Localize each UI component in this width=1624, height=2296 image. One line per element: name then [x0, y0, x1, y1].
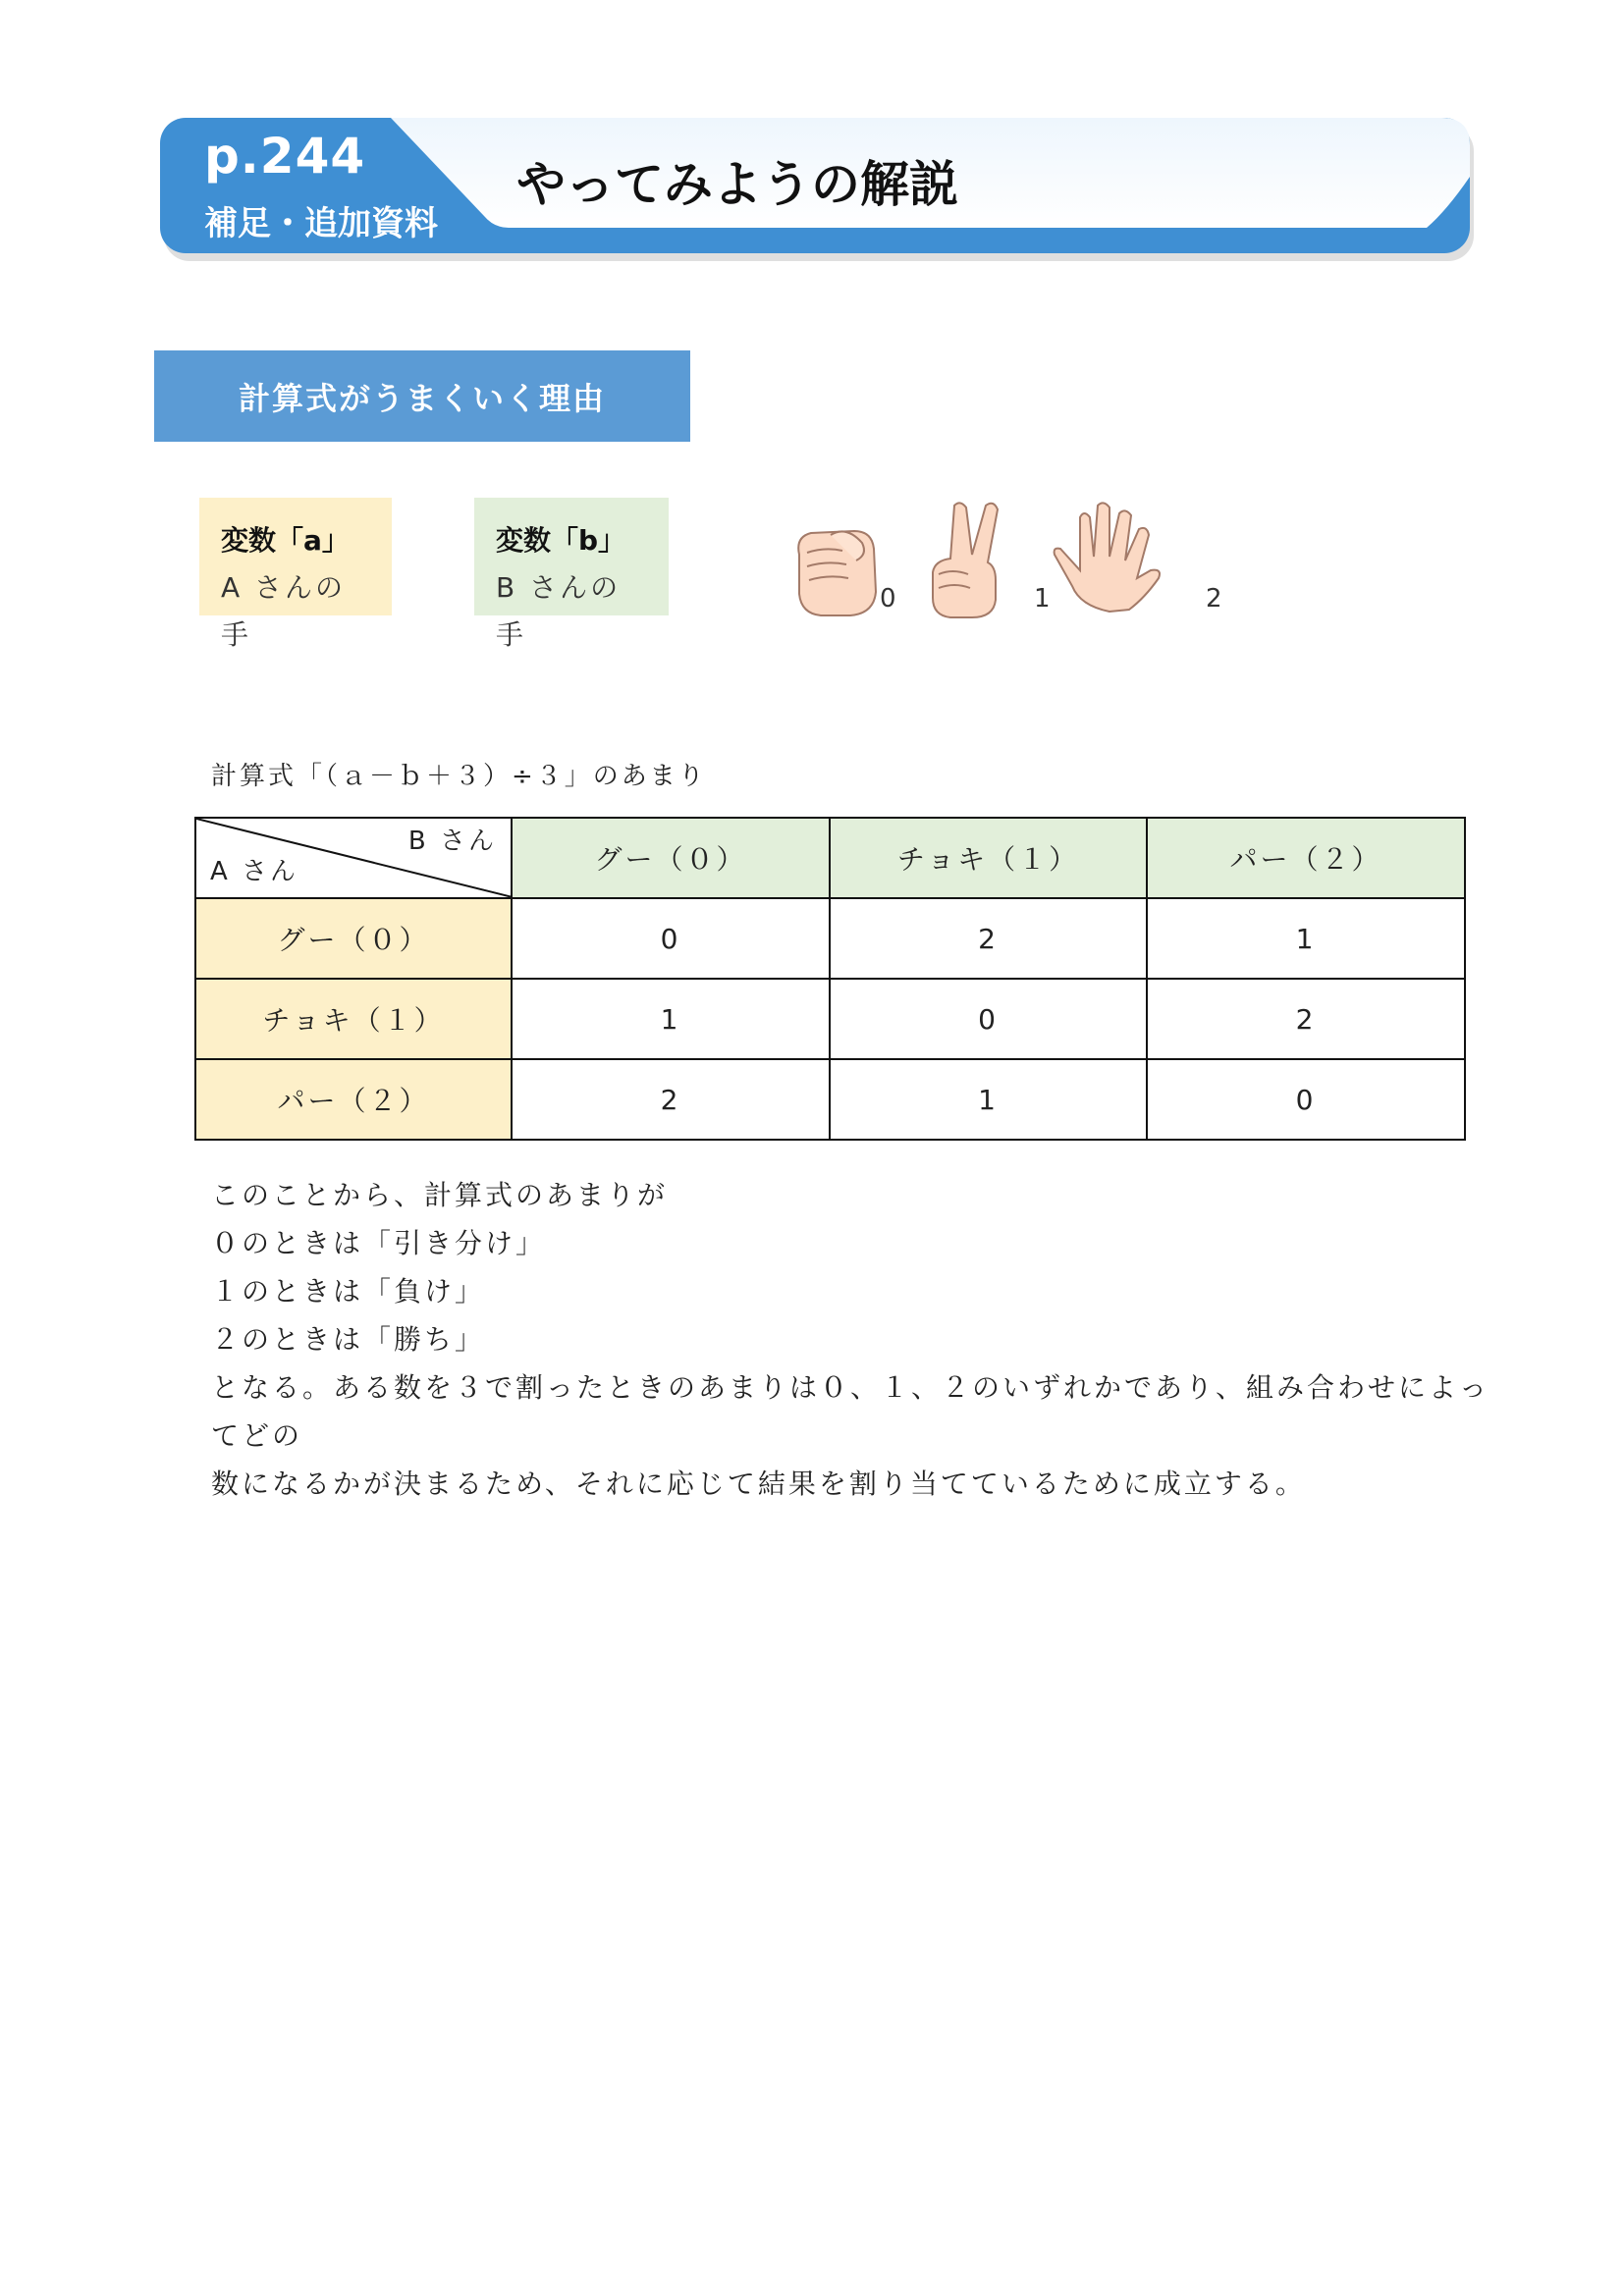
corner-label-a: A さん: [210, 857, 299, 886]
hand-illustrations: [785, 496, 1227, 623]
page-number: p.244: [204, 128, 366, 185]
column-header: グー（０）: [512, 818, 830, 898]
peace-value: 1: [1034, 584, 1051, 614]
row-header: パー（２）: [195, 1059, 512, 1140]
variable-a-box: [199, 498, 392, 651]
table-cell: 1: [1147, 898, 1465, 979]
table-cell: 1: [830, 1059, 1147, 1140]
page-title: やってみようの解説: [516, 156, 958, 213]
table-cell: 2: [512, 1059, 830, 1140]
table-header-row: [195, 818, 1465, 898]
formula-caption: 計算式「（ａ－ｂ＋３）÷３」のあまり: [211, 762, 707, 791]
table-cell: 0: [1147, 1059, 1465, 1140]
header-subtitle: 補足・追加資料: [204, 204, 438, 243]
table-cell: 1: [512, 979, 830, 1059]
column-header: チョキ（１）: [830, 818, 1147, 898]
row-header: グー（０）: [195, 898, 512, 979]
table-cell: 2: [830, 898, 1147, 979]
explanation-line: このことから、計算式のあまりが: [211, 1179, 669, 1211]
row-header: チョキ（１）: [195, 979, 512, 1059]
peace-hand-icon: [933, 503, 998, 617]
table-cell: 2: [1147, 979, 1465, 1059]
table-cell: 0: [512, 898, 830, 979]
explanation-line: となる。ある数を３で割ったときのあまりは０、１、２のいずれかであり、組み合わせによってどの: [211, 1371, 1490, 1452]
variable-a-title: 変数「a」: [221, 524, 350, 557]
table-cell: 0: [830, 979, 1147, 1059]
open-value: 2: [1206, 584, 1222, 614]
hands-svg: [785, 496, 1227, 623]
column-header: パー（２）: [1147, 818, 1465, 898]
fist-value: 0: [880, 584, 896, 614]
explanation-line: 数になるかが決まるため、それに応じて結果を割り当てているために成立する。: [211, 1468, 1306, 1500]
page-header: [160, 118, 1476, 263]
variable-a-desc: A さんの手: [221, 571, 347, 651]
explanation-line: ０のときは「引き分け」: [211, 1227, 547, 1259]
explanation-line: １のときは「負け」: [211, 1275, 486, 1308]
variable-b-desc: B さんの手: [496, 571, 622, 651]
explanation-line: ２のときは「勝ち」: [211, 1323, 486, 1356]
section-heading: 計算式がうまくいく理由: [154, 350, 690, 442]
table-corner-cell: [195, 818, 512, 898]
open-hand-icon: [1055, 503, 1160, 612]
table-row: [195, 979, 1465, 1059]
fist-hand-icon: [798, 531, 876, 615]
table-row: [195, 898, 1465, 979]
variable-b-box: [474, 498, 669, 651]
table-row: [195, 1059, 1465, 1140]
corner-label-b: B さん: [407, 827, 497, 856]
result-table: [194, 817, 1466, 1141]
variable-b-title: 変数「b」: [496, 524, 626, 557]
explanation-text: [211, 1171, 1517, 1508]
